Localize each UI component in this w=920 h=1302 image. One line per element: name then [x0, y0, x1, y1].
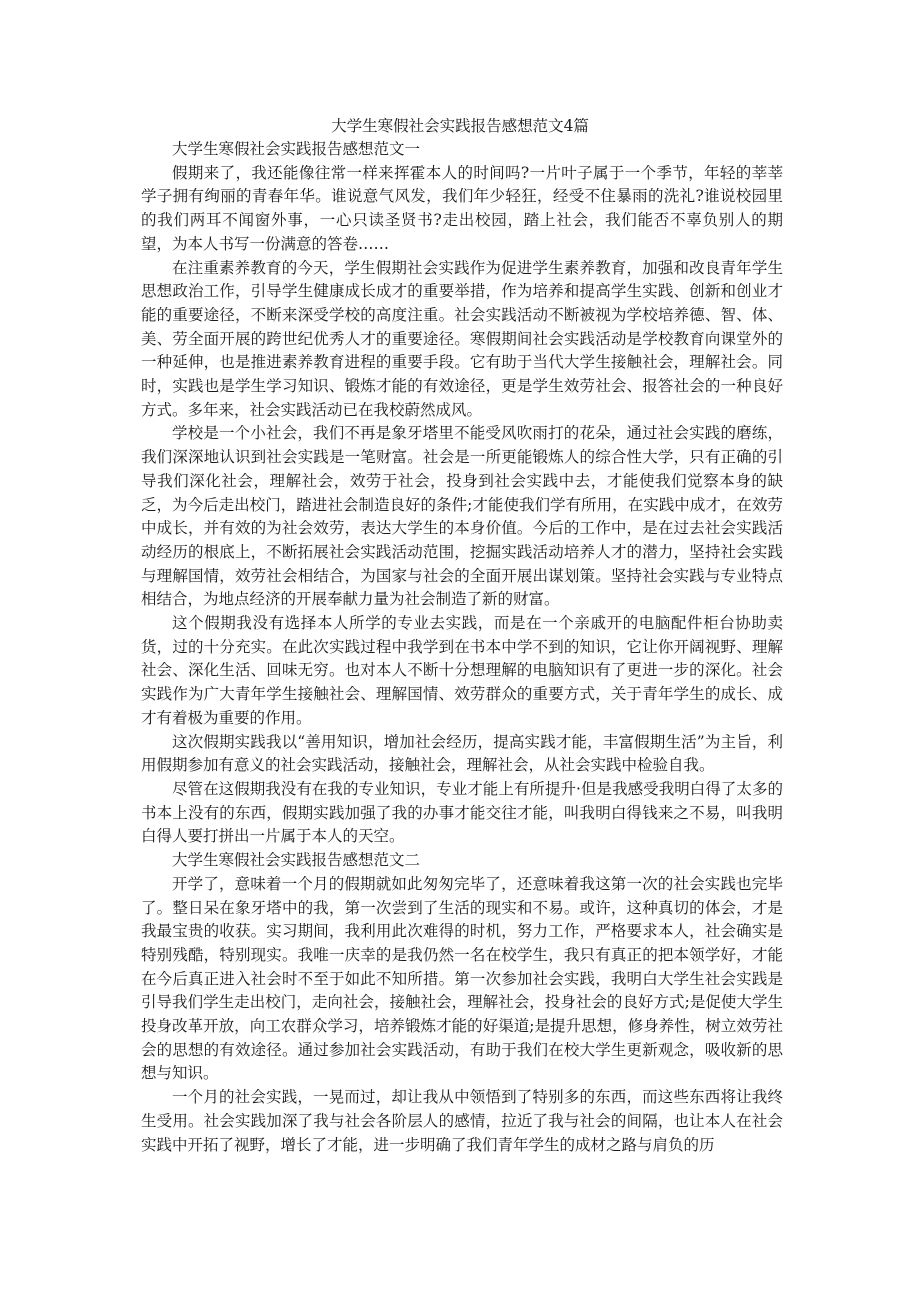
document-body [141, 138, 783, 1157]
document-title: 大学生寒假社会实践报告感想范文4篇 [331, 117, 589, 135]
paragraph: 一个月的社会实践，一晃而过，却让我从中领悟到了特别多的东西，而这些东西将让我终生受用。社会实践加深了我与社会各阶层人的感情，拉近了我与社会的间隔，也让本人在社会实践中开拓了视野，增长了才能，进一步明确了我们青年学生的成材之路与肩负的历 [141, 1088, 783, 1154]
paragraph: 学校是一个小社会，我们不再是象牙塔里不能受风吹雨打的花朵，通过社会实践的磨练，我们深深地认识到社会实践是一笔财富。社会是一所更能锻炼人的综合性大学，只有正确的引导我们深化社会，理解社会，效劳于社会，投身到社会实践中去，才能使我们觉察本身的缺乏，为今后走出校门，踏进社会制造良好的条件;才能使我们学有所用，在实践中成才，在效劳中成长，并有效的为社会效劳，表达大学生的本身价值。今后的工作中，是在过去社会实践活动经历的根底上，不断拓展社会实践活动范围，挖掘实践活动培养人才的潜力，坚持社会实践与理解国情，效劳社会相结合，为国家与社会的全面开展出谋划策。坚持社会实践与专业特点相结合，为地点经济的开展奉献力量为社会制造了新的财富。 [141, 424, 783, 609]
section-heading: 大学生寒假社会实践报告感想范文一 [172, 140, 421, 158]
paragraph: 尽管在这假期我没有在我的专业知识，专业才能上有所提升·但是我感受我明白得了太多的书本上没有的东西，假期实践加强了我的办事才能交往才能，叫我明白得钱来之不易，叫我明白得人要打拼出一片属于本人的天空。 [141, 779, 783, 846]
paragraph: 开学了，意味着一个月的假期就如此匆匆完毕了，还意味着我这第一次的社会实践也完毕了。整日呆在象牙塔中的我，第一次尝到了生活的现实和不易。或许，这种真切的体会，才是我最宝贵的收获。实习期间，我利用此次难得的时机，努力工作，严格要求本人，社会确实是特别残酷，特别现实。我唯一庆幸的是我仍然一名在校学生，我只有真正的把本领学好，才能在今后真正进入社会时不至于如此不知所措。第一次参加社会实践，我明白大学生社会实践是引导我们学生走出校门，走向社会，接触社会，理解社会，投身社会的良好方式;是促使大学生投身改革开放，向工农群众学习，培养锻炼才能的好渠道;是提升思想，修身养性，树立效劳社会的思想的有效途径。通过参加社会实践活动，有助于我们在校大学生更新观念，吸收新的思想与知识。 [141, 874, 783, 1083]
paragraph: 在注重素养教育的今天，学生假期社会实践作为促进学生素养教育，加强和改良青年学生思想政治工作，引导学生健康成长成才的重要举措，作为培养和提高学生实践、创新和创业才能的重要途径，不断来深受学校的高度注重。社会实践活动不断被视为学校培养德、智、体、美、劳全面开展的跨世纪优秀人才的重要途径。寒假期间社会实践活动是学校教育向课堂外的一种延伸，也是推进素养教育进程的重要手段。它有助于当代大学生接触社会，理解社会。同时，实践也是学生学习知识、锻炼才能的有效途径，更是学生效劳社会、报答社会的一种良好方式。多年来，社会实践活动已在我校蔚然成风。 [141, 258, 783, 419]
paragraph: 假期来了，我还能像往常一样来挥霍本人的时间吗?一片叶子属于一个季节，年轻的莘莘学子拥有绚丽的青春年华。谁说意气风发，我们年少轻狂，经受不住暴雨的洗礼?谁说校园里的我们两耳不闻窗外事，一心只读圣贤书?走出校园，踏上社会，我们能否不辜负别人的期望，为本人书写一份满意的答卷…… [141, 163, 783, 253]
paragraph: 这次假期实践我以“善用知识，增加社会经历，提高实践才能，丰富假期生活”为主旨，利用假期参加有意义的社会实践活动，接触社会，理解社会，从社会实践中检验自我。 [141, 732, 783, 775]
section-heading: 大学生寒假社会实践报告感想范文二 [172, 851, 421, 870]
paragraph: 这个假期我没有选择本人所学的专业去实践，而是在一个亲戚开的电脑配件柜台协助卖货，过的十分充实。在此次实践过程中我学到在书本中学不到的知识，它让你开阔视野、理解社会、深化生活、回味无穷。也对本人不断十分想理解的电脑知识有了更进一步的深化。社会实践作为广大青年学生接触社会、理解国情、效劳群众的重要方式，关于青年学生的成长、成才有着极为重要的作用。 [141, 614, 783, 727]
